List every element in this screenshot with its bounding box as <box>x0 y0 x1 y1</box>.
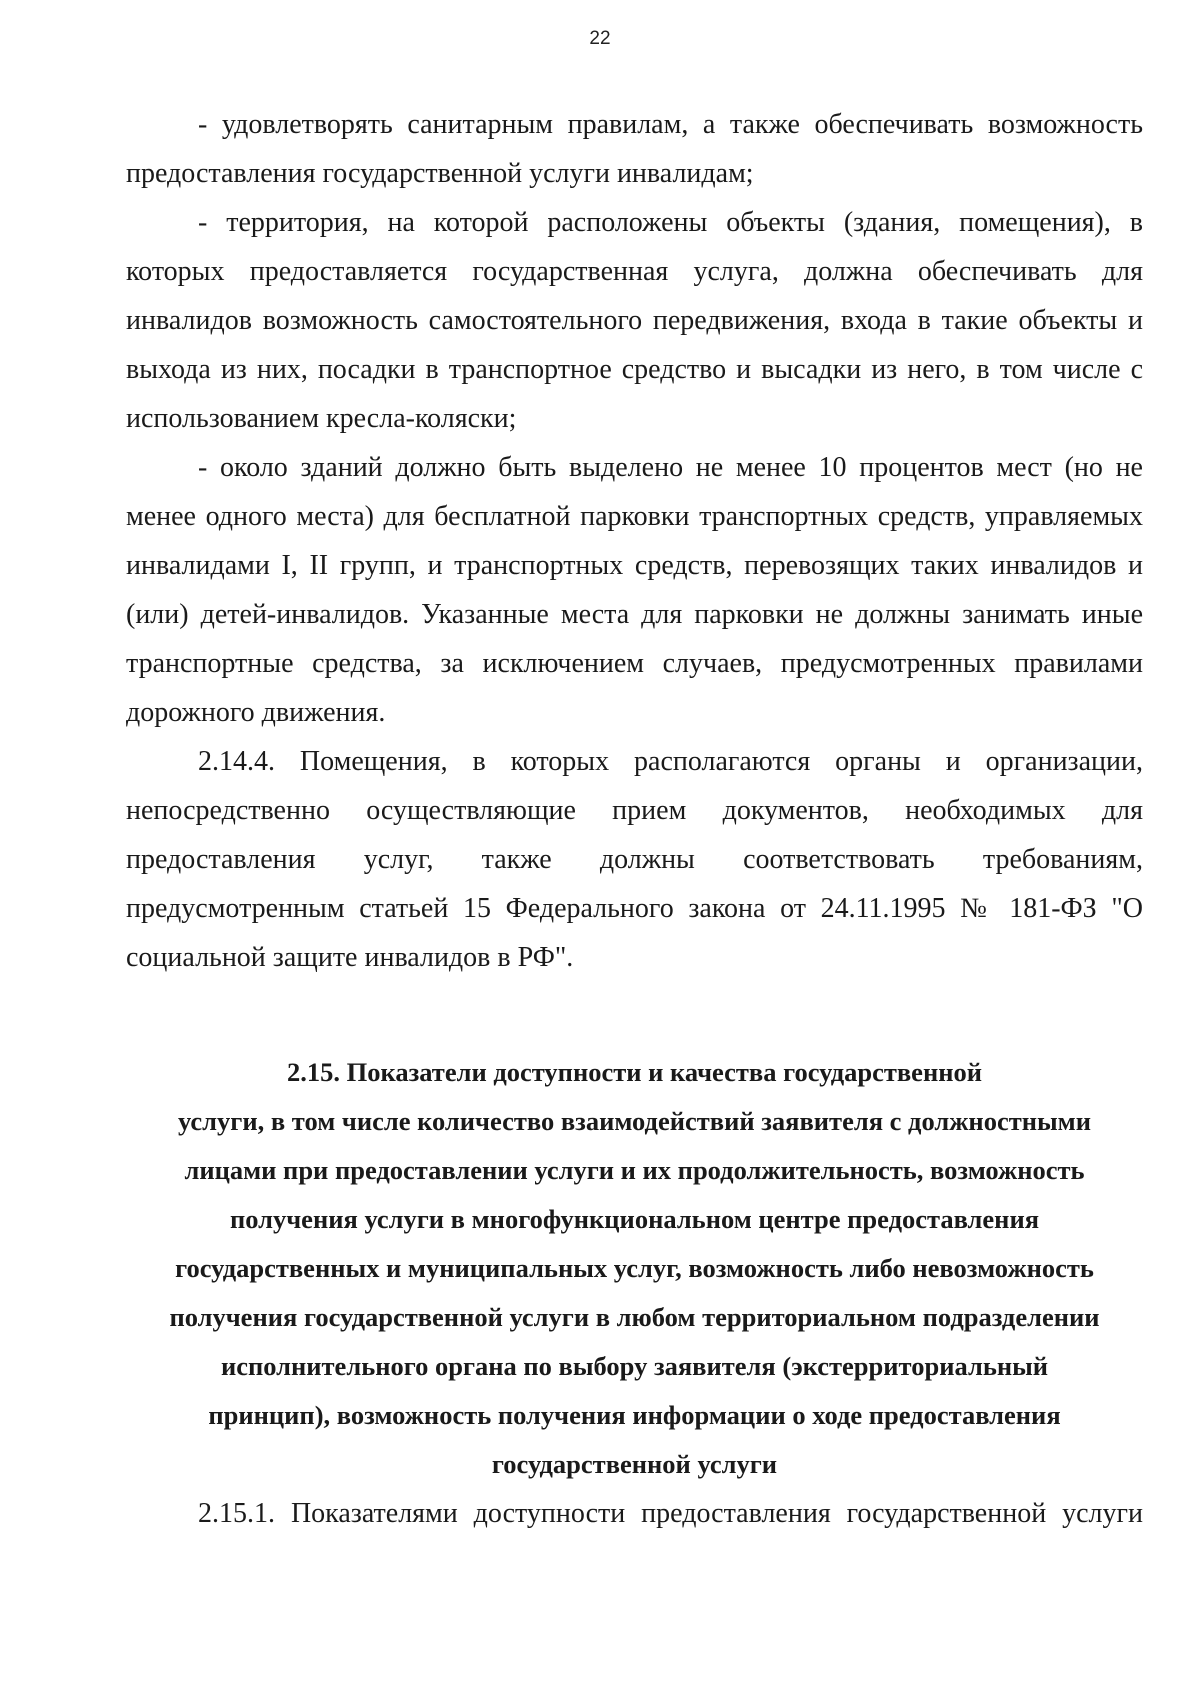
heading-line: принцип), возможность получения информации о ходе предоставления <box>208 1400 1061 1430</box>
heading-line: получения государственной услуги в любом территориальном подразделении <box>169 1302 1100 1332</box>
section-heading-2-15 <box>126 1048 1143 1489</box>
page-number: 22 <box>589 28 611 49</box>
heading-line: государственных и муниципальных услуг, возможность либо невозможность <box>175 1253 1094 1283</box>
heading-line: 2.15. Показатели доступности и качества государственной <box>286 1057 983 1087</box>
paragraph-2-14-4: 2.14.4. Помещения, в которых располагаются органы и организации, непосредственно осуществляющие прием документов, необходимых для предоставления услуг, также должны соответствовать требованиям, предусмотренным статьей 15 Федерального закона от 24.11.1995 № 181-ФЗ "О социальной защите инвалидов в РФ". <box>126 746 1143 973</box>
heading-line: исполнительного органа по выбору заявителя (экстерриториальный <box>220 1351 1049 1381</box>
paragraph-2-15-1: 2.15.1. Показателями доступности предоставления государственной услуги <box>198 1498 1143 1529</box>
heading-line: получения услуги в многофункциональном центре предоставления <box>229 1204 1040 1234</box>
paragraph-sanitary-rules: - удовлетворять санитарным правилам, а также обеспечивать возможность предоставления государственной услуги инвалидам; <box>126 109 1143 189</box>
paragraph-parking: - около зданий должно быть выделено не менее 10 процентов мест (но не менее одного места) для бесплатной парковки транспортных средств, управляемых инвалидами I, II групп, и транспортных средств, перевозящих таких инвалидов и (или) детей-инвалидов. Указанные места для парковки не должны занимать иные транспортные средства, за исключением случаев, предусмотренных правилами дорожного движения. <box>126 452 1143 728</box>
paragraph-territory-access: - территория, на которой расположены объекты (здания, помещения), в которых предоставляется государственная услуга, должна обеспечивать для инвалидов возможность самостоятельного передвижения, входа в такие объекты и выхода из них, посадки в транспортное средство и высадки из него, в том числе с использованием кресла-коляски; <box>126 207 1143 434</box>
heading-line: услуги, в том числе количество взаимодействий заявителя с должностными <box>177 1106 1092 1136</box>
heading-line: государственной услуги <box>491 1449 778 1479</box>
heading-line: лицами при предоставлении услуги и их продолжительность, возможность <box>184 1155 1085 1185</box>
document-body <box>126 100 1143 1538</box>
